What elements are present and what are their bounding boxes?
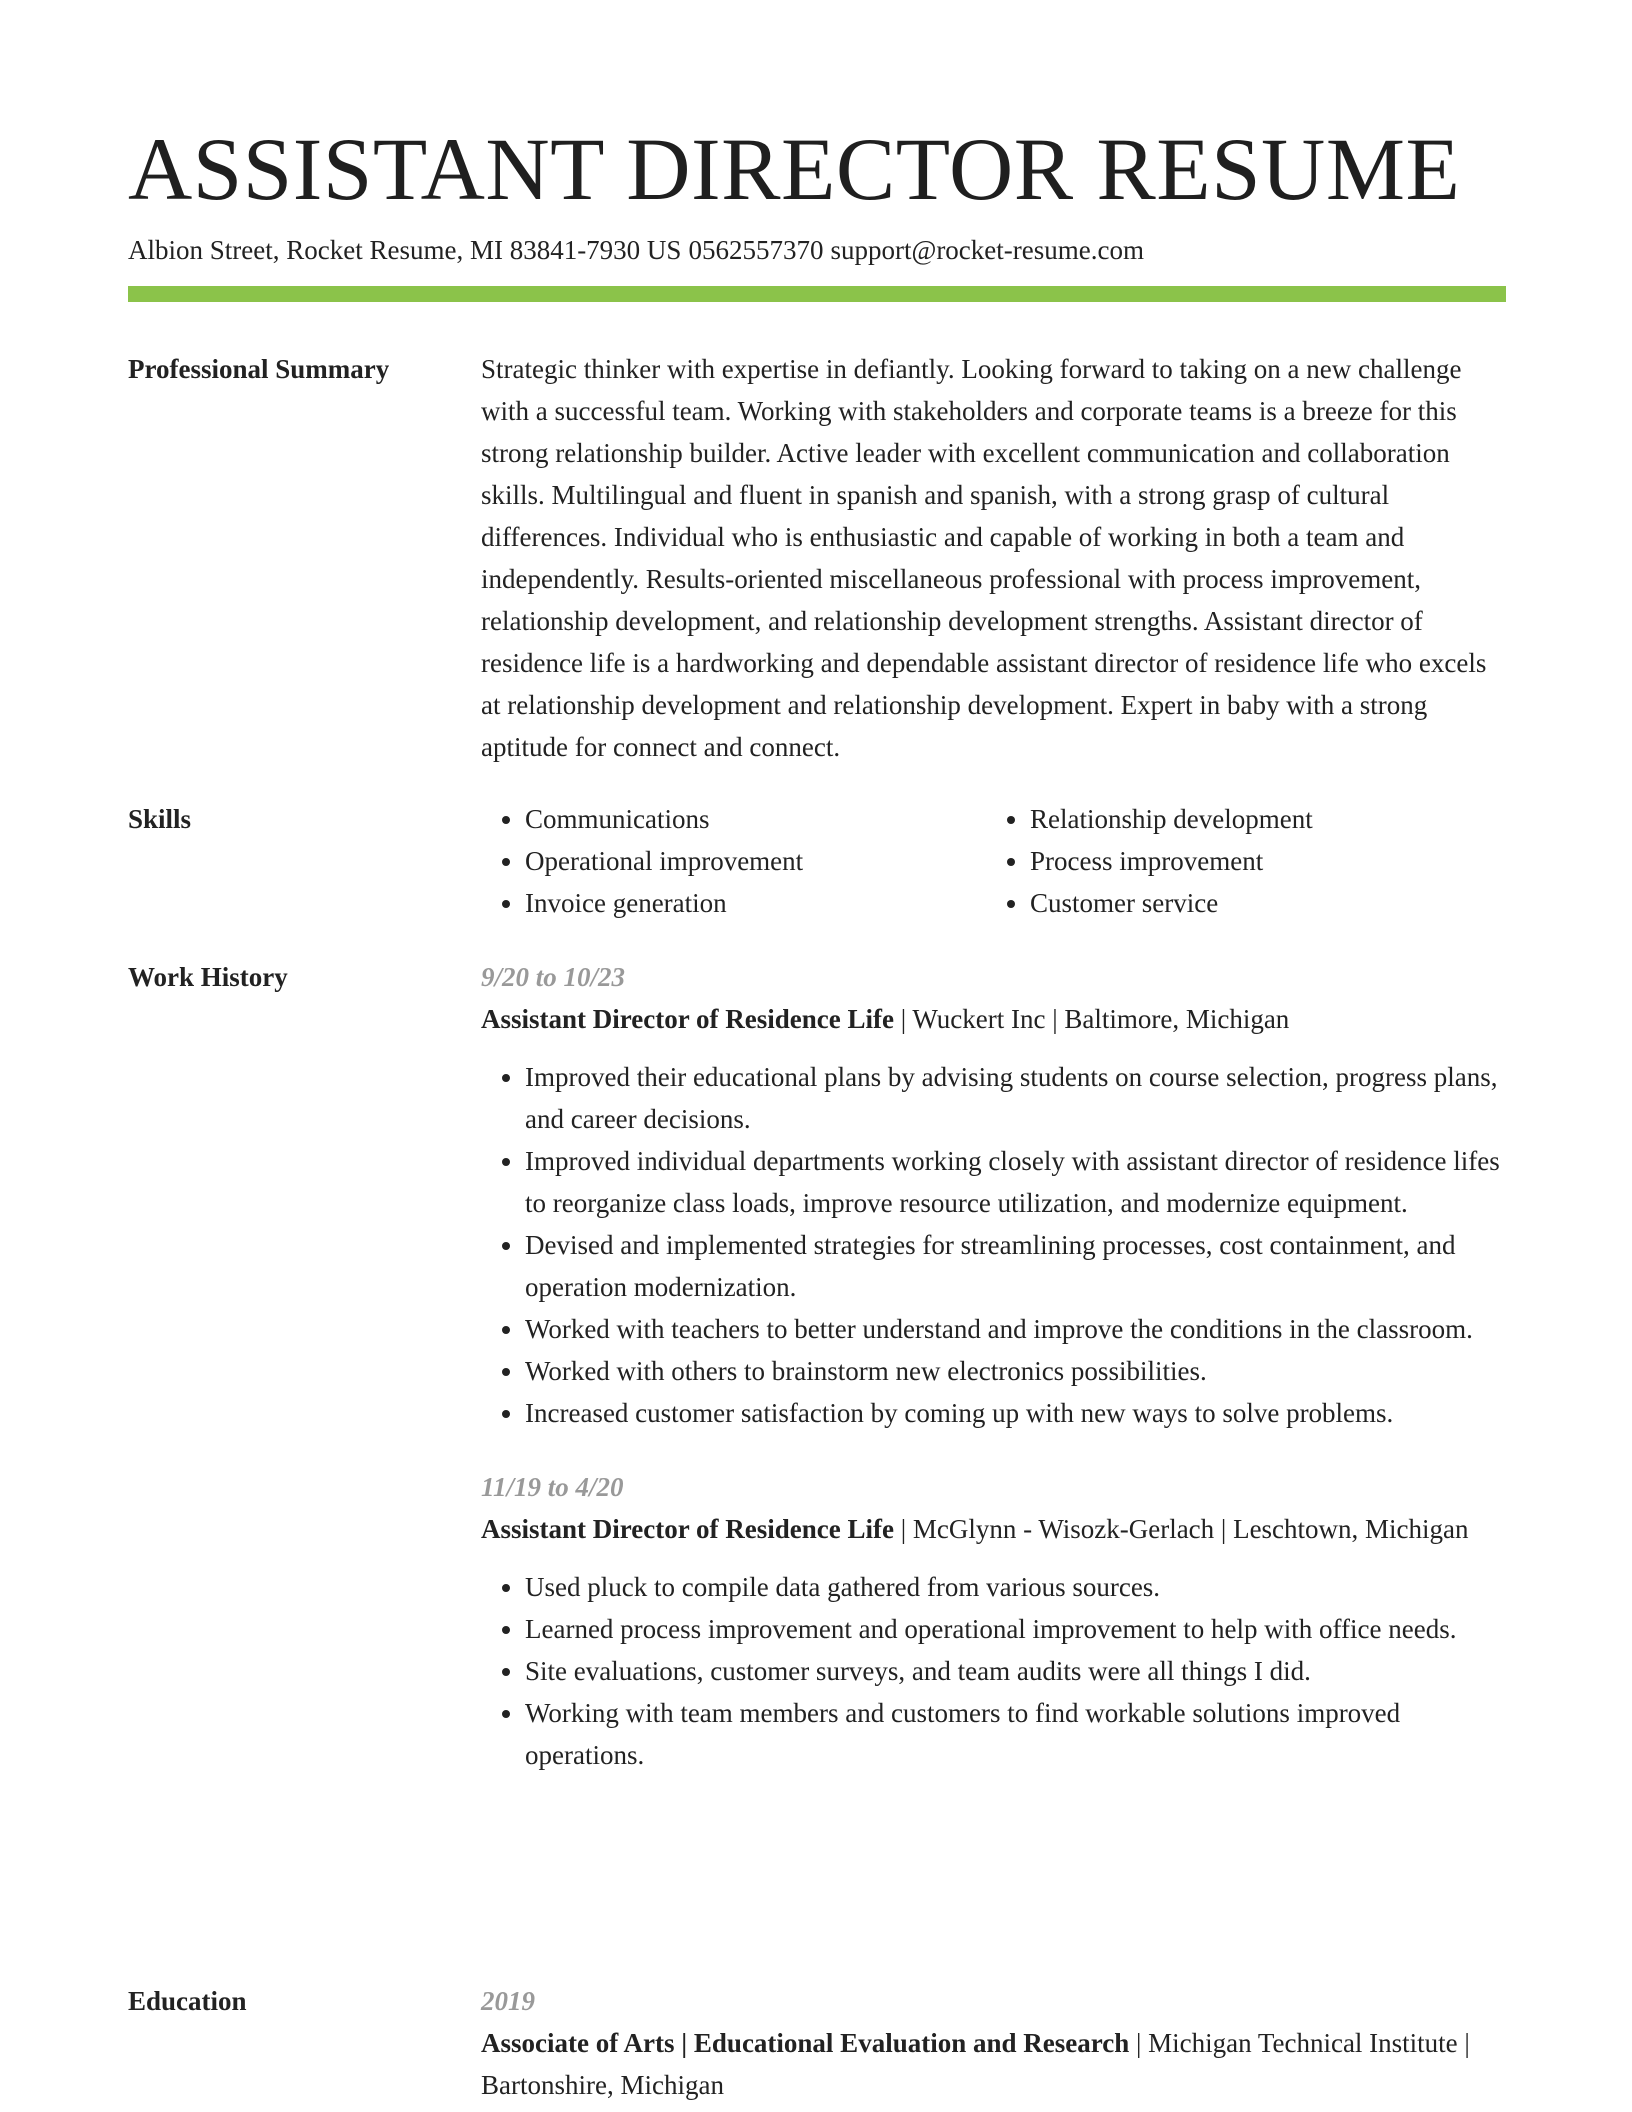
education-details: | Michigan Technical Institute | Bartonshire, Michigan xyxy=(481,2028,1470,2100)
contact-address: Albion Street, Rocket Resume, MI 83841-7930 US xyxy=(128,235,682,265)
job-heading xyxy=(481,1508,1506,1550)
job-bullet: • Worked with teachers to better understand and improve the conditions in the classroom. xyxy=(525,1308,1506,1350)
skill-item: • Process improvement xyxy=(1030,840,1506,882)
contact-phone: 0562557370 xyxy=(688,235,824,265)
education-heading: Education xyxy=(128,1986,247,2016)
job-title: Assistant Director of Residence Life xyxy=(481,1514,894,1544)
skills-list-left xyxy=(481,798,986,924)
job-bullet: • Improved individual departments working closely with assistant director of residence lifes to reorganize class loads, improve resource utilization, and modernize equipment. xyxy=(525,1140,1506,1224)
contact-line xyxy=(128,232,1144,268)
skill-item: • Customer service xyxy=(1030,882,1506,924)
job-bullet: • Working with team members and customers to find workable solutions improved operations. xyxy=(525,1692,1506,1776)
contact-email: support@rocket-resume.com xyxy=(830,235,1144,265)
job-bullet: • Improved their educational plans by advising students on course selection, progress plans, and career decisions. xyxy=(525,1056,1506,1140)
job-title: Assistant Director of Residence Life xyxy=(481,1004,894,1034)
work-history-heading: Work History xyxy=(128,962,288,992)
skill-item: • Relationship development xyxy=(1030,798,1506,840)
skills-heading: Skills xyxy=(128,804,192,834)
job-bullet: • Worked with others to brainstorm new electronics possibilities. xyxy=(525,1350,1506,1392)
accent-divider xyxy=(128,286,1506,302)
job-bullets xyxy=(481,1056,1506,1434)
resume-title: ASSISTANT DIRECTOR RESUME xyxy=(128,121,1461,219)
job-heading xyxy=(481,998,1506,1040)
job-bullets xyxy=(481,1566,1506,1776)
job-details: | Wuckert Inc | Baltimore, Michigan xyxy=(893,1004,1290,1034)
job-bullet: • Learned process improvement and operational improvement to help with office needs. xyxy=(525,1608,1506,1650)
education-heading-line xyxy=(481,2022,1506,2106)
job-bullet: • Increased customer satisfaction by coming up with new ways to solve problems. xyxy=(525,1392,1506,1434)
job-entry xyxy=(481,1466,1506,1776)
education-year: 2019 xyxy=(481,1986,535,2016)
summary-body xyxy=(481,348,1506,768)
job-bullet: • Used pluck to compile data gathered from various sources. xyxy=(525,1566,1506,1608)
work-history-body xyxy=(481,956,1506,1776)
job-details: | McGlynn - Wisozk-Gerlach | Leschtown, Michigan xyxy=(893,1514,1469,1544)
job-dates: 11/19 to 4/20 xyxy=(481,1472,624,1502)
education-degree: Associate of Arts | Educational Evaluation and Research xyxy=(481,2028,1130,2058)
job-dates: 9/20 to 10/23 xyxy=(481,962,626,992)
education-body xyxy=(481,1980,1506,2106)
skill-item: • Invoice generation xyxy=(525,882,986,924)
skills-body xyxy=(481,798,1506,924)
job-entry xyxy=(481,956,1506,1434)
summary-heading: Professional Summary xyxy=(128,354,390,384)
skills-list-right xyxy=(986,798,1506,924)
skill-item: • Communications xyxy=(525,798,986,840)
skill-item: • Operational improvement xyxy=(525,840,986,882)
job-bullet: • Site evaluations, customer surveys, and team audits were all things I did. xyxy=(525,1650,1506,1692)
summary-text: Strategic thinker with expertise in defiantly. Looking forward to taking on a new challenge with a successful team. Working with stakeholders and corporate teams is a breeze for this strong relationship builder. Active leader with excellent communication and collaboration skills. Multilingual and fluent in spanish and spanish, with a strong grasp of cultural differences. Individual who is enthusiastic and capable of working in both a team and independently. Results-oriented miscellaneous professional with process improvement, relationship development, and relationship development strengths. Assistant director of residence life is a hardworking and dependable assistant director of residence life who excels at relationship development and relationship development. Expert in baby with a strong aptitude for connect and connect. xyxy=(481,354,1487,762)
job-bullet: • Devised and implemented strategies for streamlining processes, cost containment, and operation modernization. xyxy=(525,1224,1506,1308)
